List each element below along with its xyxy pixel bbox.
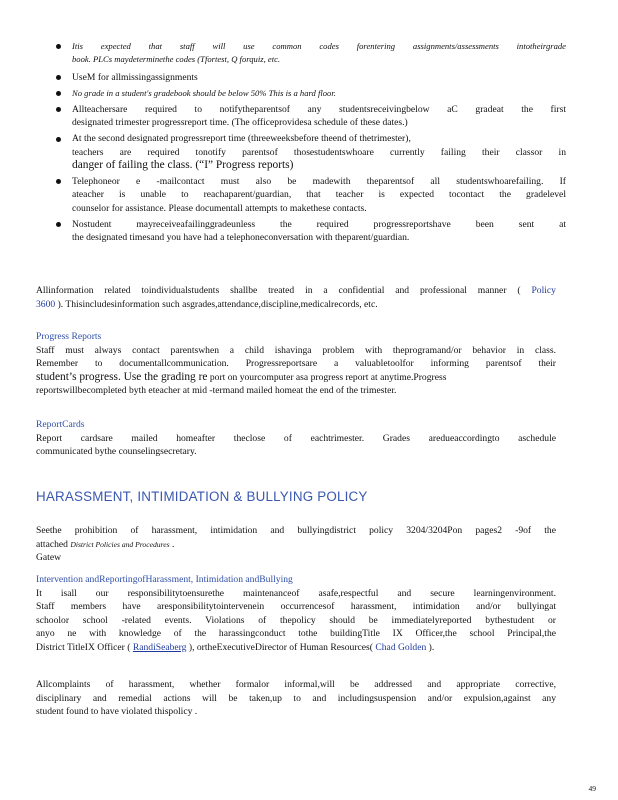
- text-span: attached: [36, 538, 71, 550]
- report-cards-section: [36, 418, 556, 459]
- bullet-line: designated trimester progressreport time. (The officeprovidesa schedule of these dates.): [72, 117, 408, 129]
- text-span: student’s progress. Use the grading re: [36, 370, 208, 383]
- complaints-paragraph: [36, 678, 556, 719]
- policy-number-link[interactable]: 3600: [36, 298, 56, 310]
- progress-reports-heading: Progress Reports: [36, 331, 102, 342]
- bullet-dot: [56, 75, 61, 80]
- text-span: ).: [426, 641, 435, 653]
- paragraph-line: [36, 641, 556, 655]
- text-span: .: [169, 538, 175, 550]
- grading-bullet-list: [36, 40, 566, 247]
- bullet-line: Itis expected that staff will use common codes forentering assignments/assessments intotheirgrade: [72, 41, 566, 51]
- bullet-telephone-contact: [36, 175, 566, 215]
- bullet-dot: [56, 91, 61, 96]
- intervention-section: [36, 573, 556, 655]
- bullet-line: book. PLCs maydeterminethe codes (Tfortest, Q forquiz, etc.: [72, 54, 281, 65]
- district-policies-link[interactable]: District Policies and Procedures: [70, 539, 170, 549]
- bullet-dot: [56, 107, 61, 112]
- paragraph-line: anyo ne with knowledge of the harassingconduct tothe buildingTitle IX Officer,the school Principal,the: [36, 628, 556, 640]
- paragraph-line: Staff must always contact parentswhen a child ishavinga problem with theprogramand/or behavior in class.: [36, 344, 556, 356]
- bullet-line: the designated timesand you have had a telephoneconversation with theparent/guardian.: [72, 232, 410, 244]
- bullet-dot: [56, 137, 61, 142]
- text-span: Allinformation related toindividualstudents shallbe treated in a confidential and professional manner (: [36, 285, 521, 296]
- bullet-line: ateacher is unable to reachaparent/guardian, that teacher is expected tocontact the gradelevel: [72, 189, 566, 201]
- bullet-dot: [56, 179, 61, 184]
- paragraph-line: disciplinary and remedial actions will be taken,up to and includingsuspension and/or expulsion,against any: [36, 692, 556, 704]
- bullet-line: Allteachersare required to notifytheparentsof any studentsreceivingbelow aC gradeat the first: [72, 103, 566, 115]
- bullet-dot: [56, 222, 61, 227]
- policy-link[interactable]: Policy: [531, 285, 556, 296]
- progress-reports-section: [36, 330, 556, 398]
- intervention-heading: Intervention andReportingofHarassment, Intimidation andBullying: [36, 574, 293, 585]
- paragraph-line: communicated bythe counselingsecretary.: [36, 446, 197, 458]
- paragraph-line: [36, 284, 556, 298]
- bullet-grade-floor: [36, 87, 566, 100]
- bullet-line: Telephoneor e -mailcontact must also be madewith theparentsof all studentswhoarefailing. If: [72, 176, 566, 188]
- bullet-notify-parents: [36, 103, 566, 130]
- hr-director-link[interactable]: Chad Golden: [375, 641, 427, 653]
- bullet-line: At the second designated progressreport time (threeweeksbefore theend of thetrimester),: [72, 133, 411, 145]
- paragraph-line: Allcomplaints of harassment, whether formalor informal,will be addressed and appropriate corrective,: [36, 679, 556, 690]
- report-cards-heading: ReportCards: [36, 419, 85, 430]
- bullet-no-failing-grade: [36, 218, 566, 245]
- bullet-line: No grade in a student's gradebook should be below 50% This is a hard floor.: [72, 87, 336, 98]
- text-span: port on yourcomputer asa progress report at anytime.Progress: [207, 371, 447, 383]
- prohibition-paragraph: [36, 524, 556, 565]
- bullet-second-progress-report: [36, 132, 566, 172]
- paragraph-line: student found to have violated thispolicy .: [36, 706, 198, 718]
- paragraph-line: Gatew: [36, 552, 62, 564]
- title-ix-officer-link[interactable]: RandiSeaberg: [132, 641, 187, 653]
- bullet-line: teachers are required tonotify parentsof thosestudentswhoare currently failing their classor in: [72, 146, 566, 158]
- bullet-line: danger of failing the class. (“I” Progress reports): [72, 159, 294, 172]
- paragraph-line: It isall our responsibilitytoensurethe maintenanceof asafe,respectful and secure learningenvironment.: [36, 587, 556, 599]
- bullet-line: UseM for allmissingassignments: [72, 71, 198, 83]
- paragraph-line: reportswillbecompleted byth eteacher at mid -termand mailed homeat the end of the trimester.: [36, 385, 397, 397]
- harassment-policy-title: HARASSMENT, INTIMIDATION & BULLYING POLICY: [36, 489, 368, 504]
- text-span: ). Thisincludesinformation such asgrades,attendance,discipline,medicalrecords, etc.: [55, 298, 378, 310]
- paragraph-line: schoolor school -related events. Violations of thepolicy should be immediatelyreported bythestudent or: [36, 614, 556, 626]
- text-span: District TitleIX Officer (: [36, 641, 133, 653]
- paragraph-line: Seethe prohibition of harassment, intimidation and bullyingdistrict policy 3204/3204Pon pages2 -9of the: [36, 525, 556, 536]
- paragraph-line: Remember to documentallcommunication. Progressreportsare a valuabletoolfor informing parentsof their: [36, 358, 556, 370]
- paragraph-line: [36, 538, 556, 552]
- paragraph-line: [36, 371, 556, 385]
- bullet-dot: [56, 44, 61, 49]
- confidential-info-paragraph: [36, 284, 556, 311]
- page-number: 49: [588, 784, 596, 793]
- paragraph-line: [36, 298, 556, 312]
- paragraph-line: Report cardsare mailed homeafter theclose of eachtrimester. Grades aredueaccordingto aschedule: [36, 432, 556, 444]
- text-span: ), ortheExecutiveDirector of Human Resources(: [186, 641, 376, 653]
- bullet-line: Nostudent mayreceiveafailinggradeunless the required progressreportshave been sent at: [72, 218, 566, 230]
- bullet-line: counselor for assistance. Please documentall attempts to makethese contacts.: [72, 202, 367, 214]
- bullet-missing-assignments: [36, 71, 566, 84]
- paragraph-line: Staff members have aresponsibilitytointervenein occurrencesof harassment, intimidation and/or bullyingat: [36, 601, 556, 613]
- bullet-common-codes: [36, 40, 566, 67]
